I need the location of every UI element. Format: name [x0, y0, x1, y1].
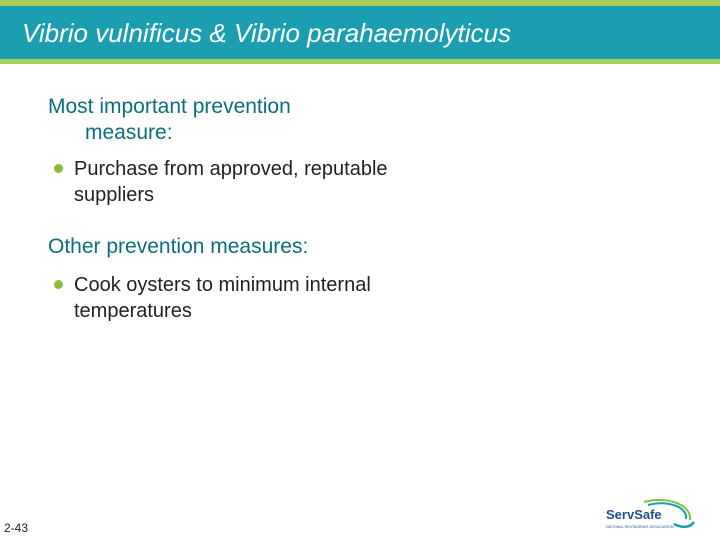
servsafe-logo — [604, 498, 696, 534]
slide-title: Vibrio vulnificus & Vibrio parahaemolyticus — [22, 18, 511, 48]
bullet-dot-icon — [54, 280, 63, 289]
section-heading-line1: Most important prevention — [48, 95, 291, 118]
logo-brand-text: ServSafe — [606, 507, 662, 522]
section-heading-line1: Other prevention measures: — [48, 235, 309, 258]
bullet-text: Purchase from approved, reputable suppliers — [74, 158, 388, 206]
bullet-item — [54, 156, 434, 208]
title-bar — [0, 6, 720, 59]
bullet-text: Cook oysters to minimum internal temperatures — [74, 274, 371, 322]
section-heading-primary — [48, 94, 291, 146]
title-underline-stripe — [0, 59, 720, 64]
section-heading-secondary — [48, 234, 308, 260]
logo-tagline-text: NATIONAL RESTAURANT ASSOCIATION — [606, 525, 674, 529]
bullet-dot-icon — [54, 164, 63, 173]
bullet-item — [54, 272, 434, 324]
slide-number: 2-43 — [4, 521, 29, 535]
section-heading-line2: measure: — [85, 121, 173, 144]
